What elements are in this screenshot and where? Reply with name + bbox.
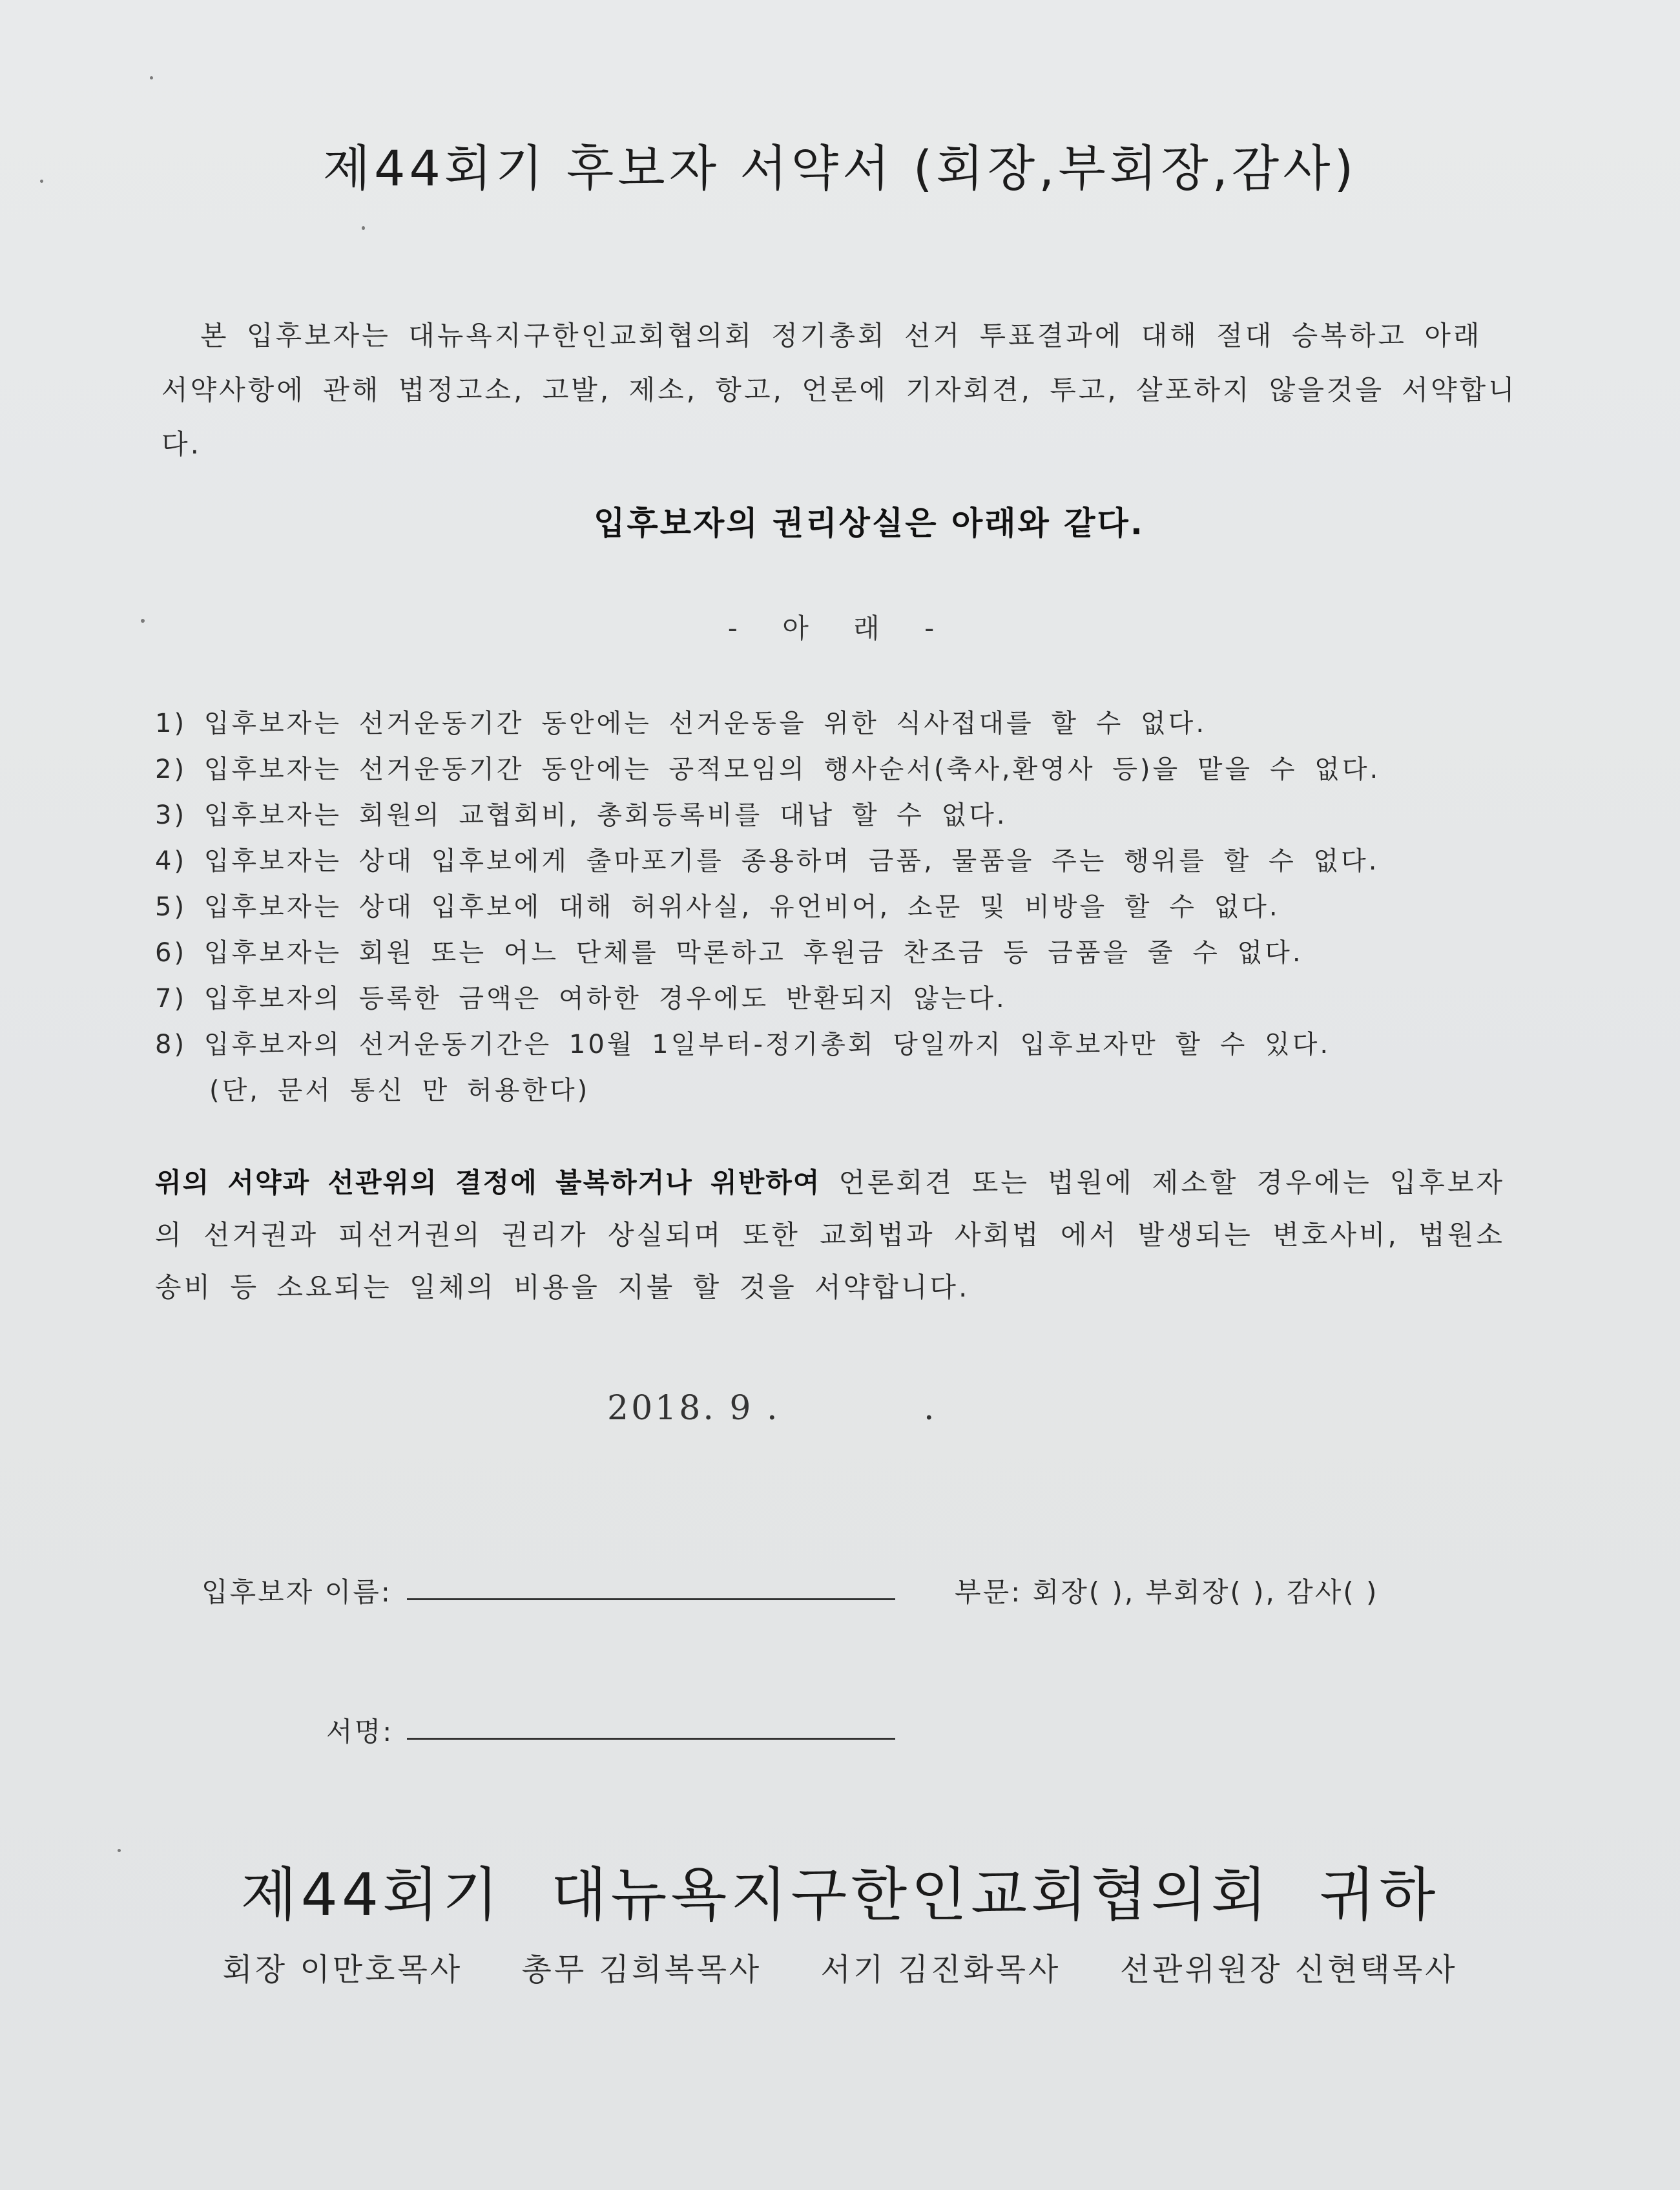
officer-name: 총무 김희복목사 (521, 1952, 762, 1988)
signature-field[interactable] (407, 1738, 895, 1740)
date-day-dot: . (924, 1389, 937, 1428)
date-text: 2018. 9 . (607, 1389, 780, 1428)
date-line (607, 1389, 937, 1428)
officer-name: 회장 이만호목사 (222, 1952, 463, 1988)
condition-item: 8) 입후보자의 선거운동기간은 10월 1일부터-정기총회 당일까지 입후보자만 할 수 있다. (155, 1030, 1331, 1059)
intro-paragraph (161, 309, 1518, 472)
condition-item: 6) 입후보자는 회원 또는 어느 단체를 막론하고 후원금 찬조금 등 금품을 줄 수 없다. (155, 938, 1303, 968)
name-label: 입후보자 이름: (202, 1576, 392, 1608)
addressee-title: 제44회기 대뉴욕지구한인교회협의회 귀하 (240, 1861, 1440, 1929)
pledge-paragraph (155, 1156, 1505, 1313)
condition-item: 2) 입후보자는 선거운동기간 동안에는 공적모임의 행사순서(축사,환영사 등)을 맡을 수 없다. (155, 755, 1381, 784)
condition-item: 1) 입후보자는 선거운동기간 동안에는 선거운동을 위한 식사접대를 할 수 없다. (155, 709, 1207, 738)
document-title: 제44회기 후보자 서약서 (회장,부회장,감사) (322, 140, 1358, 197)
condition-item: 7) 입후보자의 등록한 금액은 여하한 경우에도 반환되지 않는다. (155, 984, 1007, 1014)
condition-item: 5) 입후보자는 상대 입후보에 대해 허위사실, 유언비어, 소문 및 비방을 할 수 없다. (155, 892, 1280, 922)
rights-heading: 입후보자의 권리상실은 아래와 같다. (594, 505, 1145, 542)
intro-line: 서약사항에 관해 법정고소, 고발, 제소, 항고, 언론에 기자회견, 투고, 살포하지 않을것을 서약합니다. (161, 374, 1517, 460)
division-label: 부문: 회장( ), 부회장( ), 감사( ) (955, 1576, 1379, 1608)
name-field[interactable] (407, 1598, 895, 1600)
paper-speck (150, 76, 153, 79)
condition-item: 4) 입후보자는 상대 입후보에게 출마포기를 종용하며 금품, 물품을 주는 행위를 할 수 없다. (155, 846, 1380, 876)
below-subheading: - 아 래 - (727, 612, 953, 644)
officer-name: 선관위원장 신현택목사 (1119, 1952, 1458, 1988)
intro-line: 본 입후보자는 대뉴욕지구한인교회협의회 정기총회 선거 투표결과에 대해 절대 승복하고 아래 (200, 320, 1482, 351)
officers-line (0, 1945, 1680, 1989)
paper-speck (362, 226, 365, 230)
pledge-text: 언론회견 또는 법원에 제소할 경우에는 입후보자의 선거권과 피선거권의 권리가 상실되며 또한 교회법과 사회법 에서 발생되는 변호사비, 법원소송비 등 소요되는 일체의 비용을 지불 할 것을 서약합니다. (155, 1167, 1506, 1303)
conditions-list (155, 701, 1544, 1114)
condition-item: 3) 입후보자는 회원의 교협회비, 총회등록비를 대납 할 수 없다. (155, 800, 1008, 830)
officer-name: 서기 김진화목사 (820, 1952, 1061, 1988)
pledge-bold-text: 위의 서약과 선관위의 결정에 불복하거나 위반하여 (155, 1167, 821, 1198)
condition-note: (단, 문서 통신 만 허용한다) (209, 1076, 590, 1105)
signature-label: 서명: (326, 1716, 394, 1747)
